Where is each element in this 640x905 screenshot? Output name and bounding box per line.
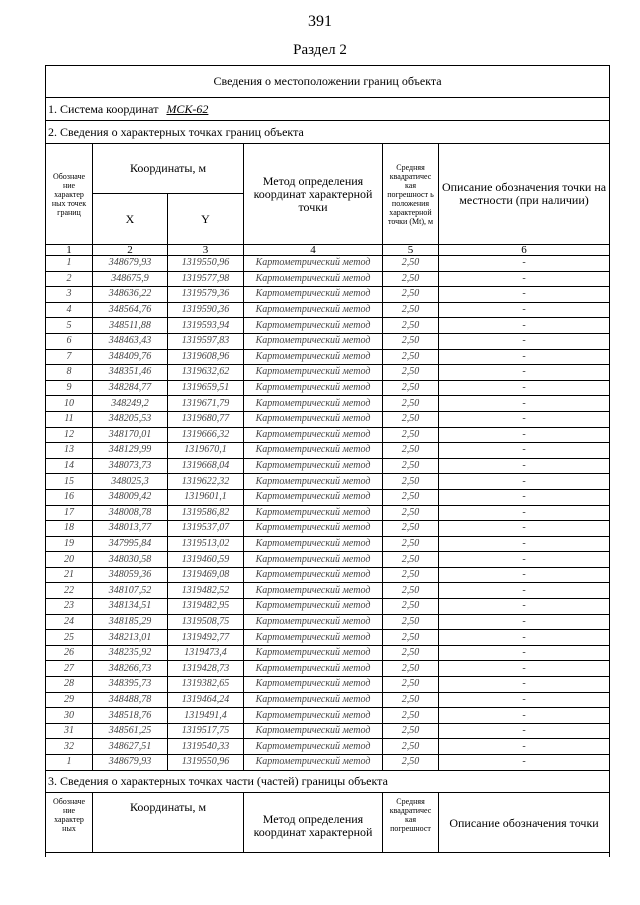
accuracy-cell: 2,50: [383, 256, 439, 272]
coordinate-system-label: 1. Система координат: [48, 101, 159, 116]
coordinate-x: 348059,36: [93, 567, 168, 583]
description-cell: -: [439, 677, 610, 693]
description-cell: -: [439, 521, 610, 537]
column-number: 4: [244, 245, 383, 256]
point-number: 4: [46, 302, 93, 318]
column-numbers-row: [46, 245, 610, 256]
method-cell: Картометрический метод: [244, 287, 383, 303]
coordinate-x: 348235,92: [93, 645, 168, 661]
coordinate-y: 1319579,36: [168, 287, 244, 303]
accuracy-cell: 2,50: [383, 599, 439, 615]
method-cell: Картометрический метод: [244, 427, 383, 443]
accuracy-cell: 2,50: [383, 302, 439, 318]
coordinate-y: 1319491,4: [168, 708, 244, 724]
table-row: [46, 458, 610, 474]
description-cell: -: [439, 692, 610, 708]
description-cell: -: [439, 614, 610, 630]
accuracy-cell: 2,50: [383, 536, 439, 552]
table-row: [46, 755, 610, 771]
method-cell: Картометрический метод: [244, 739, 383, 755]
coordinate-y: 1319671,79: [168, 396, 244, 412]
table-row: [46, 505, 610, 521]
description-cell: -: [439, 256, 610, 272]
coordinate-y: 1319482,95: [168, 599, 244, 615]
point-number: 27: [46, 661, 93, 677]
method-cell: Картометрический метод: [244, 599, 383, 615]
page-number: 391: [308, 13, 332, 30]
point-number: 7: [46, 349, 93, 365]
table-row: [46, 661, 610, 677]
coordinate-x: 348134,51: [93, 599, 168, 615]
column-number: 3: [168, 245, 244, 256]
description-cell: -: [439, 427, 610, 443]
table-row: [46, 599, 610, 615]
coordinate-x: 348025,3: [93, 474, 168, 490]
point-number: 13: [46, 443, 93, 459]
coordinate-x: 347995,84: [93, 536, 168, 552]
description-cell: -: [439, 349, 610, 365]
point-number: 23: [46, 599, 93, 615]
table-row: [46, 630, 610, 646]
coordinate-y: 1319540,33: [168, 739, 244, 755]
method-cell: Картометрический метод: [244, 458, 383, 474]
description-cell: -: [439, 755, 610, 771]
table-row: [46, 521, 610, 537]
header-x: X: [93, 194, 168, 245]
method-cell: Картометрический метод: [244, 521, 383, 537]
header-description: Описание обозначения точки на местности (при наличии): [439, 144, 610, 245]
method-cell: Картометрический метод: [244, 552, 383, 568]
accuracy-cell: 2,50: [383, 287, 439, 303]
point-number: 25: [46, 630, 93, 646]
point-number: 5: [46, 318, 93, 334]
coordinate-y: 1319428,73: [168, 661, 244, 677]
accuracy-cell: 2,50: [383, 396, 439, 412]
table-row: [46, 692, 610, 708]
point-number: 9: [46, 380, 93, 396]
accuracy-cell: 2,50: [383, 614, 439, 630]
description-cell: -: [439, 302, 610, 318]
coordinate-y: 1319473,4: [168, 645, 244, 661]
table-row: [46, 536, 610, 552]
table-row: [46, 677, 610, 693]
point-number: 28: [46, 677, 93, 693]
coordinate-y: 1319460,59: [168, 552, 244, 568]
description-cell: -: [439, 271, 610, 287]
column-number: 6: [439, 245, 610, 256]
description-cell: -: [439, 552, 610, 568]
coordinate-x: 348170,01: [93, 427, 168, 443]
table-row: [46, 552, 610, 568]
coordinate-y: 1319666,32: [168, 427, 244, 443]
table-row: [46, 256, 610, 272]
coordinate-y: 1319622,32: [168, 474, 244, 490]
coordinate-y: 1319659,51: [168, 380, 244, 396]
point-number: 14: [46, 458, 93, 474]
coordinate-x: 348564,76: [93, 302, 168, 318]
coordinate-x: 348284,77: [93, 380, 168, 396]
coordinate-system-value: МСК-62: [166, 101, 209, 116]
description-cell: -: [439, 583, 610, 599]
method-cell: Картометрический метод: [244, 365, 383, 381]
accuracy-cell: 2,50: [383, 521, 439, 537]
method-cell: Картометрический метод: [244, 443, 383, 459]
description-cell: -: [439, 365, 610, 381]
point-number: 6: [46, 333, 93, 349]
points-section-title: 2. Сведения о характерных точках границ объекта: [46, 121, 610, 144]
table-row: [46, 443, 610, 459]
table-row: [46, 411, 610, 427]
coordinate-y: 1319508,75: [168, 614, 244, 630]
method-cell: Картометрический метод: [244, 567, 383, 583]
coordinate-x: 348627,51: [93, 739, 168, 755]
coordinate-y: 1319632,62: [168, 365, 244, 381]
coordinate-y: 1319680,77: [168, 411, 244, 427]
method-cell: Картометрический метод: [244, 380, 383, 396]
coordinate-x: 348266,73: [93, 661, 168, 677]
header-method: Метод определения координат характерной точки: [244, 144, 383, 245]
coordinate-y: 1319382,65: [168, 677, 244, 693]
accuracy-cell: 2,50: [383, 271, 439, 287]
accuracy-cell: 2,50: [383, 567, 439, 583]
table-row: [46, 614, 610, 630]
table-row: [46, 739, 610, 755]
table-row: [46, 645, 610, 661]
header-coordinates: Координаты, м: [93, 144, 244, 194]
coordinate-x: 348073,73: [93, 458, 168, 474]
coordinate-x: 348395,73: [93, 677, 168, 693]
method-cell: Картометрический метод: [244, 474, 383, 490]
description-cell: -: [439, 333, 610, 349]
point-number: 32: [46, 739, 93, 755]
coordinate-x: 348008,78: [93, 505, 168, 521]
method-cell: Картометрический метод: [244, 411, 383, 427]
coordinate-x: 348013,77: [93, 521, 168, 537]
column-number: 5: [383, 245, 439, 256]
header-y: Y: [168, 194, 244, 245]
coordinate-x: 348351,46: [93, 365, 168, 381]
accuracy-cell: 2,50: [383, 318, 439, 334]
point-number: 19: [46, 536, 93, 552]
point-number: 3: [46, 287, 93, 303]
method-cell: Картометрический метод: [244, 708, 383, 724]
coordinate-x: 348511,88: [93, 318, 168, 334]
point-number: 18: [46, 521, 93, 537]
accuracy-cell: 2,50: [383, 333, 439, 349]
accuracy-cell: 2,50: [383, 474, 439, 490]
description-cell: -: [439, 474, 610, 490]
description-cell: -: [439, 505, 610, 521]
table-row: [46, 271, 610, 287]
point-number: 29: [46, 692, 93, 708]
accuracy-cell: 2,50: [383, 552, 439, 568]
column-number: 1: [46, 245, 93, 256]
accuracy-cell: 2,50: [383, 583, 439, 599]
method-cell: Картометрический метод: [244, 723, 383, 739]
point-number: 16: [46, 489, 93, 505]
point-number: 1: [46, 256, 93, 272]
accuracy-cell: 2,50: [383, 380, 439, 396]
method-cell: Картометрический метод: [244, 583, 383, 599]
description-cell: -: [439, 661, 610, 677]
description-cell: -: [439, 567, 610, 583]
coordinate-x: 348679,93: [93, 256, 168, 272]
table-row: [46, 349, 610, 365]
method-cell: Картометрический метод: [244, 536, 383, 552]
part-header-method: Метод определения координат характерной: [244, 792, 383, 852]
accuracy-cell: 2,50: [383, 489, 439, 505]
method-cell: Картометрический метод: [244, 349, 383, 365]
coordinate-x: 348213,01: [93, 630, 168, 646]
method-cell: Картометрический метод: [244, 505, 383, 521]
method-cell: Картометрический метод: [244, 661, 383, 677]
accuracy-cell: 2,50: [383, 427, 439, 443]
coordinate-x: 348107,52: [93, 583, 168, 599]
point-number: 2: [46, 271, 93, 287]
accuracy-cell: 2,50: [383, 630, 439, 646]
part-header-description: Описание обозначения точки: [439, 792, 610, 852]
table-row: [46, 427, 610, 443]
coordinate-y: 1319469,08: [168, 567, 244, 583]
point-number: 21: [46, 567, 93, 583]
description-cell: -: [439, 723, 610, 739]
coordinate-x: 348518,76: [93, 708, 168, 724]
coordinate-x: 348679,93: [93, 755, 168, 771]
boundary-table: [45, 65, 610, 853]
table-title: Сведения о местоположении границ объекта: [46, 66, 610, 98]
coordinate-x: 348030,58: [93, 552, 168, 568]
point-number: 30: [46, 708, 93, 724]
part-header-coordinates: Координаты, м: [93, 792, 244, 852]
description-cell: -: [439, 458, 610, 474]
method-cell: Картометрический метод: [244, 645, 383, 661]
accuracy-cell: 2,50: [383, 443, 439, 459]
table-row: [46, 567, 610, 583]
accuracy-cell: 2,50: [383, 723, 439, 739]
table-row: [46, 287, 610, 303]
table-row: [46, 396, 610, 412]
coordinate-y: 1319482,52: [168, 583, 244, 599]
table-row: [46, 708, 610, 724]
method-cell: Картометрический метод: [244, 614, 383, 630]
point-number: 17: [46, 505, 93, 521]
accuracy-cell: 2,50: [383, 708, 439, 724]
accuracy-cell: 2,50: [383, 692, 439, 708]
coordinate-x: 348675,9: [93, 271, 168, 287]
point-number: 11: [46, 411, 93, 427]
coordinate-y: 1319464,24: [168, 692, 244, 708]
coordinate-x: 348009,42: [93, 489, 168, 505]
coordinate-x: 348561,25: [93, 723, 168, 739]
header-accuracy: Средняя квадратичес кая погрешност ь положения характерной точки (Mt), м: [383, 144, 439, 245]
accuracy-cell: 2,50: [383, 739, 439, 755]
description-cell: -: [439, 396, 610, 412]
accuracy-cell: 2,50: [383, 505, 439, 521]
method-cell: Картометрический метод: [244, 333, 383, 349]
part-header-accuracy: Средняя квадратичес кая погрешност: [383, 792, 439, 852]
coordinate-x: 348205,53: [93, 411, 168, 427]
part-header-point-designation: Обозначе ние характер ных: [46, 792, 93, 852]
description-cell: -: [439, 287, 610, 303]
method-cell: Картометрический метод: [244, 302, 383, 318]
table-row: [46, 302, 610, 318]
description-cell: -: [439, 645, 610, 661]
accuracy-cell: 2,50: [383, 411, 439, 427]
column-number: 2: [93, 245, 168, 256]
coordinate-y: 1319597,83: [168, 333, 244, 349]
table-row: [46, 583, 610, 599]
coordinate-y: 1319608,96: [168, 349, 244, 365]
method-cell: Картометрический метод: [244, 318, 383, 334]
description-cell: -: [439, 708, 610, 724]
description-cell: -: [439, 599, 610, 615]
description-cell: -: [439, 411, 610, 427]
point-number: 8: [46, 365, 93, 381]
method-cell: Картометрический метод: [244, 630, 383, 646]
coordinate-y: 1319590,36: [168, 302, 244, 318]
point-number: 12: [46, 427, 93, 443]
boundary-table-frame: [45, 65, 610, 857]
point-number: 1: [46, 755, 93, 771]
accuracy-cell: 2,50: [383, 458, 439, 474]
part-section-title: 3. Сведения о характерных точках части (частей) границы объекта: [46, 770, 610, 792]
accuracy-cell: 2,50: [383, 755, 439, 771]
coordinate-y: 1319586,82: [168, 505, 244, 521]
coordinate-y: 1319601,1: [168, 489, 244, 505]
accuracy-cell: 2,50: [383, 677, 439, 693]
coordinate-y: 1319537,07: [168, 521, 244, 537]
method-cell: Картометрический метод: [244, 692, 383, 708]
coordinate-y: 1319668,04: [168, 458, 244, 474]
table-row: [46, 333, 610, 349]
coordinate-x: 348185,29: [93, 614, 168, 630]
coordinate-y: 1319513,02: [168, 536, 244, 552]
coordinate-y: 1319670,1: [168, 443, 244, 459]
coordinate-y: 1319577,98: [168, 271, 244, 287]
description-cell: -: [439, 630, 610, 646]
header-point-designation: Обозначе ние характер ных точек границ: [46, 144, 93, 245]
coordinate-y: 1319550,96: [168, 256, 244, 272]
coordinate-y: 1319492,77: [168, 630, 244, 646]
description-cell: -: [439, 318, 610, 334]
section-heading: Раздел 2: [293, 42, 347, 58]
method-cell: Картометрический метод: [244, 396, 383, 412]
accuracy-cell: 2,50: [383, 661, 439, 677]
point-number: 10: [46, 396, 93, 412]
table-row: [46, 723, 610, 739]
coordinate-x: 348249,2: [93, 396, 168, 412]
coordinate-y: 1319517,75: [168, 723, 244, 739]
accuracy-cell: 2,50: [383, 349, 439, 365]
table-row: [46, 489, 610, 505]
point-number: 24: [46, 614, 93, 630]
point-number: 20: [46, 552, 93, 568]
method-cell: Картометрический метод: [244, 256, 383, 272]
method-cell: Картометрический метод: [244, 677, 383, 693]
accuracy-cell: 2,50: [383, 365, 439, 381]
description-cell: -: [439, 380, 610, 396]
method-cell: Картометрический метод: [244, 755, 383, 771]
point-number: 15: [46, 474, 93, 490]
accuracy-cell: 2,50: [383, 645, 439, 661]
point-number: 26: [46, 645, 93, 661]
description-cell: -: [439, 443, 610, 459]
method-cell: Картометрический метод: [244, 489, 383, 505]
coordinate-x: 348488,78: [93, 692, 168, 708]
coordinate-x: 348463,43: [93, 333, 168, 349]
method-cell: Картометрический метод: [244, 271, 383, 287]
table-row: [46, 380, 610, 396]
coordinate-y: 1319593,94: [168, 318, 244, 334]
coordinate-x: 348409,76: [93, 349, 168, 365]
coordinate-x: 348636,22: [93, 287, 168, 303]
coordinate-x: 348129,99: [93, 443, 168, 459]
point-number: 22: [46, 583, 93, 599]
coordinate-y: 1319550,96: [168, 755, 244, 771]
coordinate-system-row: [46, 98, 610, 121]
description-cell: -: [439, 489, 610, 505]
description-cell: -: [439, 739, 610, 755]
table-row: [46, 474, 610, 490]
table-row: [46, 318, 610, 334]
point-number: 31: [46, 723, 93, 739]
table-row: [46, 365, 610, 381]
description-cell: -: [439, 536, 610, 552]
